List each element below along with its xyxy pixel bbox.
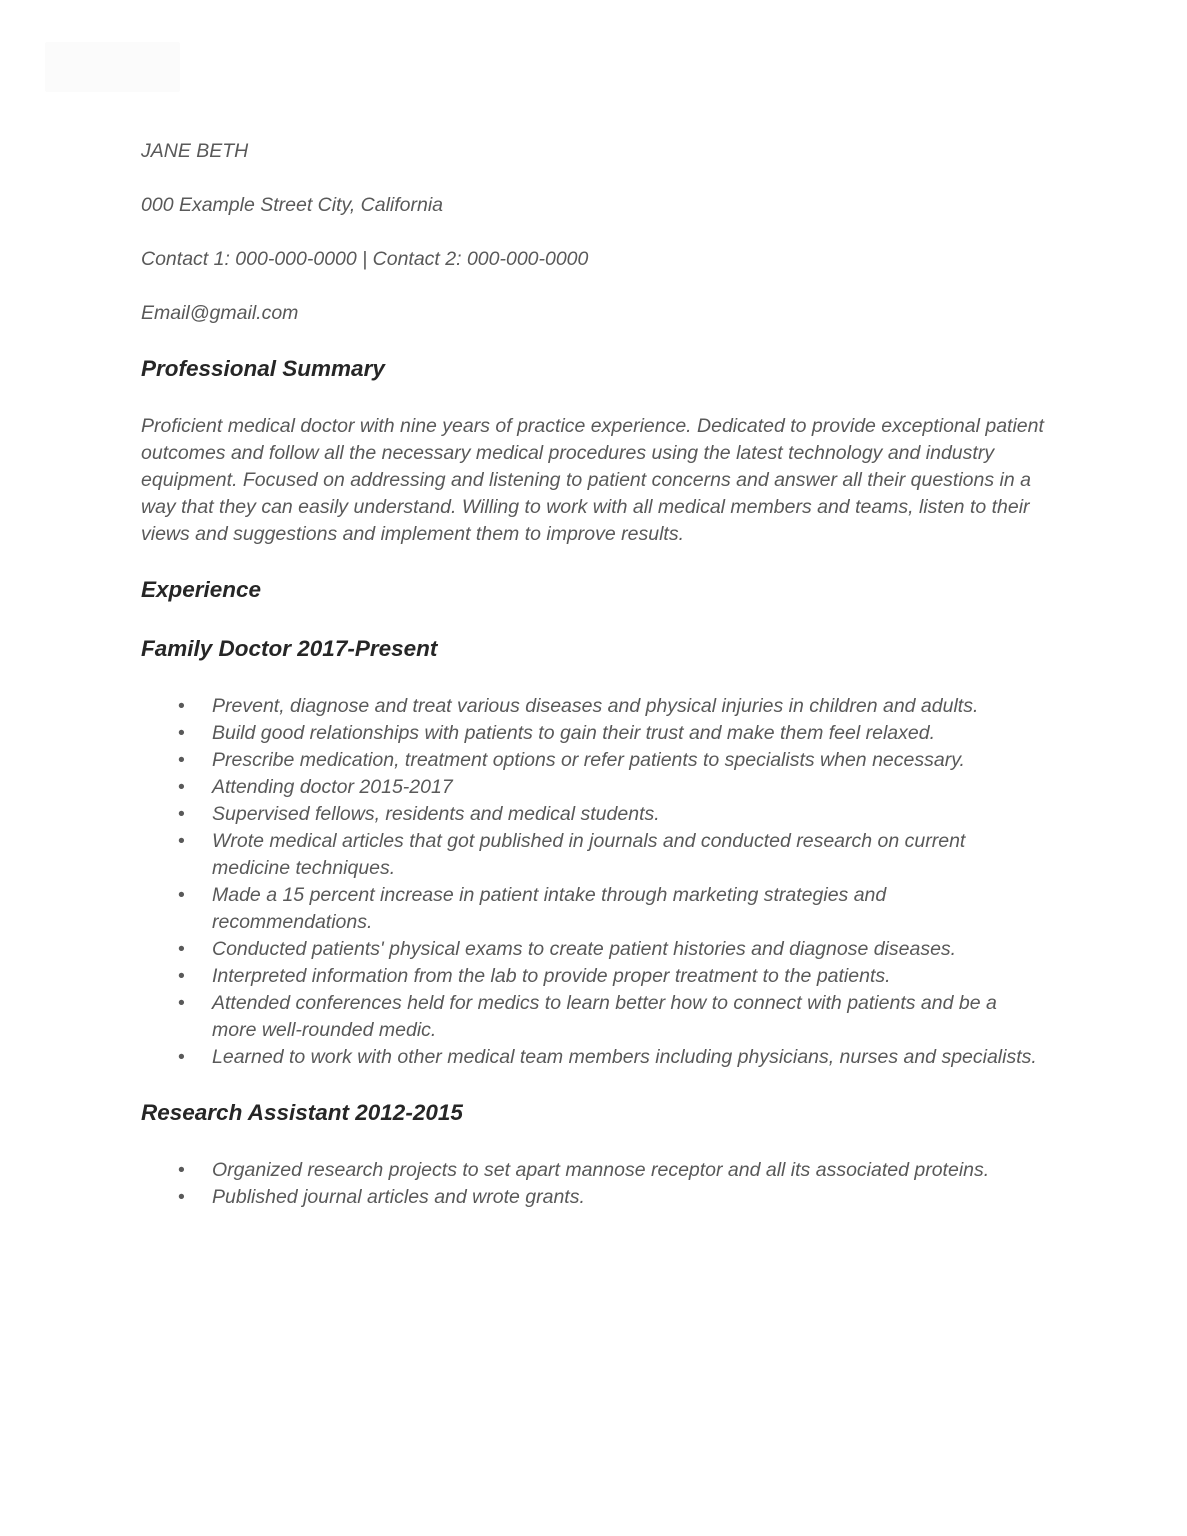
bullet-item: • Conducted patients' physical exams to create patient histories and diagnose diseases.: [212, 936, 1046, 963]
summary-heading: Professional Summary: [141, 356, 385, 381]
bullet-item: • Prescribe medication, treatment options or refer patients to specialists when necessary.: [212, 747, 1046, 774]
bullet-item: • Published journal articles and wrote grants.: [212, 1184, 1046, 1211]
bullet-item: • Learned to work with other medical team members including physicians, nurses and specialists.: [212, 1044, 1046, 1071]
bullet-item: • Supervised fellows, residents and medical students.: [212, 801, 1046, 828]
bullet-item: • Wrote medical articles that got published in journals and conducted research on current medicine techniques.: [212, 828, 1046, 882]
email-line: Email@gmail.com: [141, 302, 299, 324]
bullet-item: • Interpreted information from the lab to provide proper treatment to the patients.: [212, 963, 1046, 990]
bullet-item: • Made a 15 percent increase in patient intake through marketing strategies and recommendations.: [212, 882, 1046, 936]
family-doctor-bullet-list: [141, 693, 1046, 1071]
bullet-item: • Attending doctor 2015-2017: [212, 774, 1046, 801]
name-line: JANE BETH: [141, 140, 249, 162]
job-title-family-doctor: Family Doctor 2017-Present: [141, 636, 438, 661]
bullet-item: • Organized research projects to set apart mannose receptor and all its associated proteins.: [212, 1157, 1046, 1184]
job-title-research-assistant: Research Assistant 2012-2015: [141, 1100, 463, 1125]
experience-heading: Experience: [141, 577, 262, 602]
research-assistant-bullet-list: [141, 1157, 1046, 1211]
bullet-item: • Build good relationships with patients to gain their trust and make them feel relaxed.: [212, 720, 1046, 747]
faint-watermark: [45, 42, 180, 92]
bullet-item: • Attended conferences held for medics to learn better how to connect with patients and be a more well-rounded medic.: [212, 990, 1046, 1044]
summary-paragraph: Proficient medical doctor with nine years of practice experience. Dedicated to provide exceptional patient outcomes and follow all the necessary medical procedures using the latest technology and industry equipment. Focused on addressing and listening to patient concerns and answer all their questions in a way that they can easily understand. Willing to work with all medical members and teams, listen to their views and suggestions and implement them to improve results.: [141, 415, 1044, 545]
address-line: 000 Example Street City, California: [141, 194, 444, 216]
contact-line: Contact 1: 000-000-0000 | Contact 2: 000-000-0000: [141, 248, 589, 270]
bullet-item: • Prevent, diagnose and treat various diseases and physical injuries in children and adults.: [212, 693, 1046, 720]
